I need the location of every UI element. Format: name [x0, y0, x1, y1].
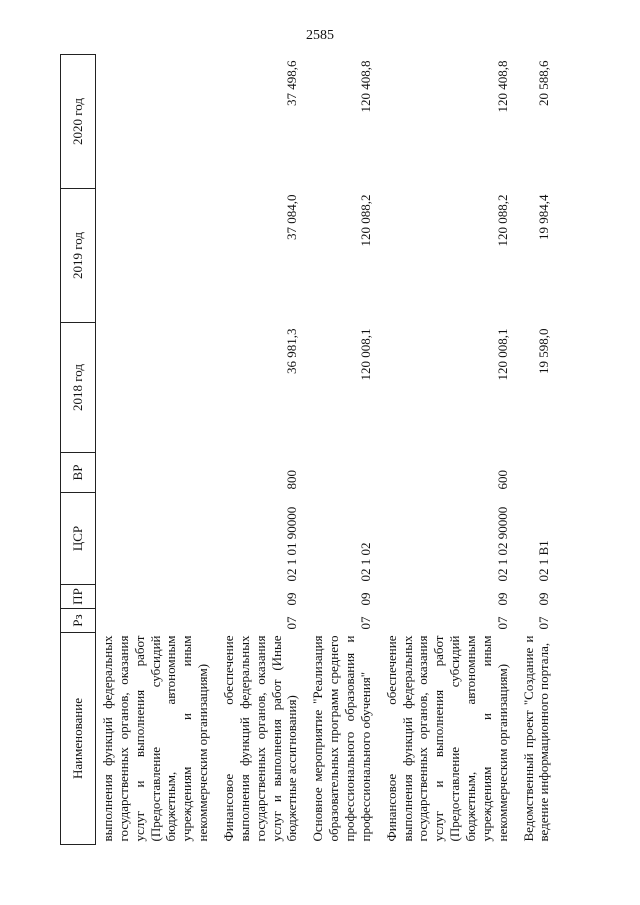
row-2020: 120 408,8: [494, 60, 510, 113]
row-vr: 600: [494, 470, 510, 490]
table-row: [380, 55, 517, 845]
header-name: Наименование: [61, 633, 96, 845]
row-2019: [96, 189, 218, 323]
row-name: Ведомственный проект "Создание и ведение информационного портала,: [520, 635, 552, 842]
row-rz: [96, 609, 218, 633]
row-pr: [96, 585, 218, 609]
row-pr: 09: [494, 592, 510, 606]
row-2020: 20 588,6: [536, 60, 552, 106]
row-pr: 09: [357, 592, 373, 606]
row-2019: 19 984,4: [536, 194, 552, 240]
header-csr: ЦСР: [61, 493, 96, 585]
header-row: [61, 55, 96, 845]
row-2018: 120 008,1: [494, 328, 510, 381]
row-name: выполнения функций федеральных государственных органов, оказания услуг и выполнения работ (Предоставление субсидий бюджетным, автономным учреждениям и иным некоммерческим организациям): [100, 635, 211, 842]
row-name: Финансовое обеспечение выполнения функций федеральных государственных органов, оказания услуг и выполнения работ (Предоставление субсидий бюджетным, автономным учреждениям и иным некоммерческим организациям): [383, 635, 510, 842]
page-number: 2585: [306, 28, 334, 43]
row-vr: [306, 453, 379, 493]
row-2020: [96, 55, 218, 189]
row-csr: 02 1 01 90000: [284, 506, 300, 582]
row-2019: 120 088,2: [494, 194, 510, 247]
header-2018: 2018 год: [61, 323, 96, 453]
row-vr: [517, 453, 559, 493]
row-rz: 07: [357, 616, 373, 630]
table-row: [96, 55, 218, 845]
budget-table: [60, 54, 558, 845]
row-2020: 37 498,6: [284, 60, 300, 106]
header-rz: Рз: [61, 609, 96, 633]
row-2020: 120 408,8: [357, 60, 373, 113]
header-2019: 2019 год: [61, 189, 96, 323]
row-2018: [96, 323, 218, 453]
table-row: [517, 55, 559, 845]
rotated-table-container: [60, 55, 600, 845]
header-2020: 2020 год: [61, 55, 96, 189]
table-row: [306, 55, 379, 845]
row-rz: 07: [494, 616, 510, 630]
row-csr: 02 1 02: [357, 542, 373, 582]
row-2018: 36 981,3: [284, 328, 300, 374]
table-body: [96, 55, 559, 845]
row-pr: 09: [536, 592, 552, 606]
row-vr: [96, 453, 218, 493]
row-rz: 07: [536, 616, 552, 630]
row-name: Основное мероприятие "Реализация образовательных программ среднего профессионального образования и профессионального обучения": [310, 635, 373, 842]
row-2019: 37 084,0: [284, 194, 300, 240]
row-csr: [96, 493, 218, 585]
row-name: Финансовое обеспечение выполнения функций федеральных государственных органов, оказания услуг и выполнения работ (Иные бюджетные ассигнования): [221, 635, 300, 842]
row-csr: 02 1 02 90000: [494, 506, 510, 582]
table-row: [217, 55, 306, 845]
row-vr: 800: [284, 470, 300, 490]
row-rz: 07: [284, 616, 300, 630]
row-2018: 120 008,1: [357, 328, 373, 381]
header-vr: ВР: [61, 453, 96, 493]
row-2018: 19 598,0: [536, 328, 552, 374]
row-pr: 09: [284, 592, 300, 606]
row-2019: 120 088,2: [357, 194, 373, 247]
header-pr: ПР: [61, 585, 96, 609]
row-csr: 02 1 В1: [536, 540, 552, 582]
